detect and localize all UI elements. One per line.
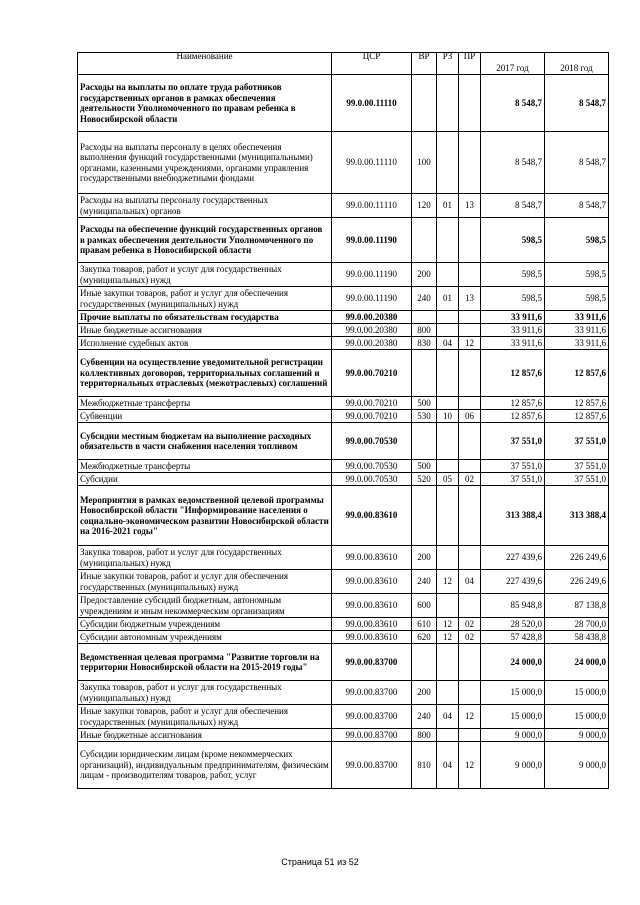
- cell-csr: 99.0.00.83700: [332, 644, 412, 681]
- cell-name: Межбюджетные трансферты: [78, 397, 332, 410]
- cell-y2017: 598,5: [481, 263, 545, 287]
- cell-name: Иные бюджетные ассигнования: [78, 729, 332, 742]
- cell-vr: [412, 311, 437, 324]
- table-row: [78, 397, 609, 410]
- table-body: [78, 75, 609, 789]
- cell-rz: [437, 486, 459, 546]
- page-footer: Страница 51 из 52: [281, 857, 359, 867]
- cell-pr: [459, 350, 481, 397]
- cell-pr: 02: [459, 473, 481, 486]
- cell-y2018: 58 438,8: [545, 631, 609, 644]
- cell-pr: 12: [459, 742, 481, 789]
- cell-pr: [459, 75, 481, 132]
- cell-vr: 500: [412, 460, 437, 473]
- table-row: [78, 423, 609, 460]
- cell-y2018: 598,5: [545, 263, 609, 287]
- table-row: [78, 681, 609, 705]
- cell-rz: 05: [437, 473, 459, 486]
- cell-pr: 13: [459, 194, 481, 218]
- header-vr: ВР: [412, 53, 437, 75]
- cell-vr: 240: [412, 570, 437, 594]
- cell-vr: 610: [412, 618, 437, 631]
- cell-rz: [437, 546, 459, 570]
- table-row: [78, 644, 609, 681]
- cell-y2017: 37 551,0: [481, 473, 545, 486]
- cell-vr: [412, 350, 437, 397]
- budget-table: [77, 52, 609, 789]
- cell-y2018: 24 000,0: [545, 644, 609, 681]
- cell-pr: [459, 644, 481, 681]
- cell-vr: [412, 218, 437, 263]
- table-row: [78, 75, 609, 132]
- cell-y2017: 33 911,6: [481, 324, 545, 337]
- cell-name: Субсидии юридическим лицам (кроме некоммерческих организаций), индивидуальным предпринимателям, физическим лицам - производителям товаров, работ, услуг: [78, 742, 332, 789]
- cell-pr: [459, 460, 481, 473]
- cell-name: Закупка товаров, работ и услуг для государственных (муниципальных) нужд: [78, 681, 332, 705]
- cell-name: Исполнение судебных актов: [78, 337, 332, 350]
- cell-csr: 99.0.00.70530: [332, 460, 412, 473]
- cell-csr: 99.0.00.70530: [332, 473, 412, 486]
- table-row: [78, 311, 609, 324]
- cell-name: Иные закупки товаров, работ и услуг для обеспечения государственных (муниципальных) нужд: [78, 287, 332, 311]
- header-2018: 2018 год: [545, 53, 609, 75]
- cell-name: Расходы на выплаты персоналу в целях обеспечения выполнения функций государственными (муниципальными) органами, казенными учреждениями, органами управления государственными внебюджетными фондами: [78, 132, 332, 194]
- cell-pr: [459, 132, 481, 194]
- cell-rz: [437, 594, 459, 618]
- table-row: [78, 218, 609, 263]
- cell-rz: [437, 397, 459, 410]
- cell-y2018: 598,5: [545, 287, 609, 311]
- cell-pr: [459, 486, 481, 546]
- header-rz: РЗ: [437, 53, 459, 75]
- cell-y2018: 8 548,7: [545, 194, 609, 218]
- cell-y2017: 15 000,0: [481, 705, 545, 729]
- cell-vr: 800: [412, 729, 437, 742]
- cell-y2018: 8 548,7: [545, 75, 609, 132]
- cell-y2018: 9 000,0: [545, 742, 609, 789]
- cell-y2017: 15 000,0: [481, 681, 545, 705]
- cell-y2018: 598,5: [545, 218, 609, 263]
- cell-rz: [437, 218, 459, 263]
- table-row: [78, 473, 609, 486]
- cell-name: Расходы на выплаты по оплате труда работников государственных органов в рамках обеспечения деятельности Уполномоченного по правам ребенка в Новосибирской области: [78, 75, 332, 132]
- cell-csr: 99.0.00.83700: [332, 742, 412, 789]
- cell-name: Предоставление субсидий бюджетным, автономным учреждениям и иным некоммерческим организациям: [78, 594, 332, 618]
- cell-name: Иные бюджетные ассигнования: [78, 324, 332, 337]
- table-row: [78, 263, 609, 287]
- cell-pr: 02: [459, 618, 481, 631]
- cell-vr: 100: [412, 132, 437, 194]
- cell-pr: 02: [459, 631, 481, 644]
- cell-csr: 99.0.00.70210: [332, 350, 412, 397]
- cell-rz: [437, 350, 459, 397]
- cell-csr: 99.0.00.11110: [332, 75, 412, 132]
- cell-vr: 810: [412, 742, 437, 789]
- header-2017: 2017 год: [481, 53, 545, 75]
- cell-rz: [437, 324, 459, 337]
- table-row: [78, 729, 609, 742]
- cell-y2017: 37 551,0: [481, 460, 545, 473]
- cell-name: Межбюджетные трансферты: [78, 460, 332, 473]
- cell-vr: 600: [412, 594, 437, 618]
- table-row: [78, 618, 609, 631]
- table-row: [78, 631, 609, 644]
- table-row: [78, 410, 609, 423]
- cell-rz: 04: [437, 705, 459, 729]
- cell-y2017: 9 000,0: [481, 729, 545, 742]
- table-row: [78, 460, 609, 473]
- cell-name: Субсидии местным бюджетам на выполнение расходных обязательств в части снабжения населения топливом: [78, 423, 332, 460]
- cell-y2018: 37 551,0: [545, 473, 609, 486]
- table-row: [78, 287, 609, 311]
- cell-pr: 04: [459, 570, 481, 594]
- header-name: Наименование: [78, 53, 332, 75]
- cell-vr: 620: [412, 631, 437, 644]
- cell-rz: 10: [437, 410, 459, 423]
- cell-vr: 530: [412, 410, 437, 423]
- cell-rz: [437, 132, 459, 194]
- table-row: [78, 350, 609, 397]
- cell-y2017: 8 548,7: [481, 75, 545, 132]
- cell-y2017: 57 428,8: [481, 631, 545, 644]
- cell-csr: 99.0.00.20380: [332, 311, 412, 324]
- cell-pr: [459, 546, 481, 570]
- cell-y2018: 15 000,0: [545, 681, 609, 705]
- cell-vr: 200: [412, 681, 437, 705]
- cell-y2017: 8 548,7: [481, 132, 545, 194]
- cell-vr: 200: [412, 546, 437, 570]
- cell-pr: [459, 311, 481, 324]
- cell-name: Субвенции: [78, 410, 332, 423]
- cell-pr: [459, 263, 481, 287]
- cell-y2018: 87 138,8: [545, 594, 609, 618]
- cell-csr: 99.0.00.83610: [332, 570, 412, 594]
- cell-y2018: 8 548,7: [545, 132, 609, 194]
- table-row: [78, 324, 609, 337]
- cell-csr: 99.0.00.83610: [332, 546, 412, 570]
- cell-pr: 06: [459, 410, 481, 423]
- cell-y2018: 226 249,6: [545, 546, 609, 570]
- header-csr: ЦСР: [332, 53, 412, 75]
- cell-name: Иные закупки товаров, работ и услуг для обеспечения государственных (муниципальных) нужд: [78, 705, 332, 729]
- cell-rz: 01: [437, 287, 459, 311]
- cell-csr: 99.0.00.83610: [332, 594, 412, 618]
- cell-csr: 99.0.00.70530: [332, 423, 412, 460]
- cell-pr: [459, 218, 481, 263]
- cell-y2018: 12 857,6: [545, 397, 609, 410]
- table-row: [78, 546, 609, 570]
- cell-csr: 99.0.00.11190: [332, 287, 412, 311]
- cell-rz: [437, 263, 459, 287]
- cell-name: Расходы на выплаты персоналу государственных (муниципальных) органов: [78, 194, 332, 218]
- cell-csr: 99.0.00.83700: [332, 705, 412, 729]
- cell-y2017: 227 439,6: [481, 546, 545, 570]
- cell-name: Мероприятия в рамках ведомственной целевой программы Новосибирской области "Информирование населения о социально-экономическом развитии Новосибирской области на 2016-2021 годы": [78, 486, 332, 546]
- header-pr: ПР: [459, 53, 481, 75]
- cell-y2017: 33 911,6: [481, 337, 545, 350]
- cell-y2017: 12 857,6: [481, 350, 545, 397]
- table-row: [78, 705, 609, 729]
- cell-rz: [437, 423, 459, 460]
- cell-vr: [412, 75, 437, 132]
- cell-y2018: 37 551,0: [545, 460, 609, 473]
- cell-csr: 99.0.00.20380: [332, 324, 412, 337]
- cell-name: Закупка товаров, работ и услуг для государственных (муниципальных) нужд: [78, 546, 332, 570]
- cell-pr: 12: [459, 705, 481, 729]
- cell-y2017: 37 551,0: [481, 423, 545, 460]
- table-row: [78, 570, 609, 594]
- cell-rz: 04: [437, 742, 459, 789]
- table-row: [78, 594, 609, 618]
- cell-pr: [459, 594, 481, 618]
- cell-vr: 120: [412, 194, 437, 218]
- table-header: [78, 53, 609, 75]
- cell-vr: 240: [412, 705, 437, 729]
- cell-y2017: 8 548,7: [481, 194, 545, 218]
- cell-rz: [437, 75, 459, 132]
- cell-vr: 800: [412, 324, 437, 337]
- cell-y2017: 598,5: [481, 287, 545, 311]
- cell-y2018: 33 911,6: [545, 311, 609, 324]
- cell-rz: [437, 644, 459, 681]
- cell-y2018: 33 911,6: [545, 324, 609, 337]
- cell-y2017: 33 911,6: [481, 311, 545, 324]
- cell-vr: 200: [412, 263, 437, 287]
- cell-y2017: 598,5: [481, 218, 545, 263]
- cell-vr: [412, 486, 437, 546]
- cell-name: Субсидии автономным учреждениям: [78, 631, 332, 644]
- cell-rz: [437, 311, 459, 324]
- cell-csr: 99.0.00.20380: [332, 337, 412, 350]
- cell-y2017: 28 520,0: [481, 618, 545, 631]
- cell-csr: 99.0.00.83610: [332, 618, 412, 631]
- table-row: [78, 194, 609, 218]
- cell-y2017: 227 439,6: [481, 570, 545, 594]
- cell-y2017: 85 948,8: [481, 594, 545, 618]
- cell-pr: [459, 397, 481, 410]
- cell-y2018: 37 551,0: [545, 423, 609, 460]
- cell-rz: [437, 729, 459, 742]
- cell-pr: 13: [459, 287, 481, 311]
- cell-pr: [459, 729, 481, 742]
- cell-y2018: 9 000,0: [545, 729, 609, 742]
- cell-y2017: 12 857,6: [481, 410, 545, 423]
- cell-vr: 520: [412, 473, 437, 486]
- cell-name: Ведомственная целевая программа "Развитие торговли на территории Новосибирской области на 2015-2019 годы": [78, 644, 332, 681]
- cell-name: Субсидии бюджетным учреждениям: [78, 618, 332, 631]
- cell-rz: [437, 681, 459, 705]
- cell-y2018: 28 700,0: [545, 618, 609, 631]
- cell-pr: [459, 681, 481, 705]
- cell-y2018: 12 857,6: [545, 410, 609, 423]
- cell-y2018: 313 388,4: [545, 486, 609, 546]
- cell-csr: 99.0.00.11110: [332, 194, 412, 218]
- cell-name: Закупка товаров, работ и услуг для государственных (муниципальных) нужд: [78, 263, 332, 287]
- cell-y2018: 33 911,6: [545, 337, 609, 350]
- cell-y2018: 226 249,6: [545, 570, 609, 594]
- cell-name: Прочие выплаты по обязательствам государства: [78, 311, 332, 324]
- cell-pr: 12: [459, 337, 481, 350]
- cell-rz: 01: [437, 194, 459, 218]
- cell-csr: 99.0.00.83700: [332, 681, 412, 705]
- cell-csr: 99.0.00.83700: [332, 729, 412, 742]
- cell-vr: 830: [412, 337, 437, 350]
- cell-csr: 99.0.00.11110: [332, 132, 412, 194]
- cell-csr: 99.0.00.11190: [332, 218, 412, 263]
- table-row: [78, 742, 609, 789]
- cell-y2017: 24 000,0: [481, 644, 545, 681]
- cell-y2017: 9 000,0: [481, 742, 545, 789]
- cell-vr: 500: [412, 397, 437, 410]
- table-row: [78, 132, 609, 194]
- table-row: [78, 337, 609, 350]
- cell-rz: 12: [437, 570, 459, 594]
- cell-rz: [437, 460, 459, 473]
- cell-csr: 99.0.00.70210: [332, 410, 412, 423]
- cell-name: Иные закупки товаров, работ и услуг для обеспечения государственных (муниципальных) нужд: [78, 570, 332, 594]
- cell-name: Расходы на обеспечение функций государственных органов в рамках обеспечения деятельности Уполномоченного по правам ребенка в Новосибирской области: [78, 218, 332, 263]
- cell-csr: 99.0.00.11190: [332, 263, 412, 287]
- cell-name: Субвенции на осуществление уведомительной регистрации коллективных договоров, территориальных соглашений и территориальных отраслевых (межотраслевых) соглашений: [78, 350, 332, 397]
- cell-y2017: 12 857,6: [481, 397, 545, 410]
- cell-rz: 12: [437, 618, 459, 631]
- cell-csr: 99.0.00.83610: [332, 631, 412, 644]
- table-row: [78, 486, 609, 546]
- cell-pr: [459, 423, 481, 460]
- cell-csr: 99.0.00.70210: [332, 397, 412, 410]
- cell-y2018: 15 000,0: [545, 705, 609, 729]
- cell-name: Субсидии: [78, 473, 332, 486]
- cell-vr: 240: [412, 287, 437, 311]
- cell-csr: 99.0.00.83610: [332, 486, 412, 546]
- cell-vr: [412, 644, 437, 681]
- cell-vr: [412, 423, 437, 460]
- cell-y2017: 313 388,4: [481, 486, 545, 546]
- cell-y2018: 12 857,6: [545, 350, 609, 397]
- cell-rz: 12: [437, 631, 459, 644]
- cell-rz: 04: [437, 337, 459, 350]
- cell-pr: [459, 324, 481, 337]
